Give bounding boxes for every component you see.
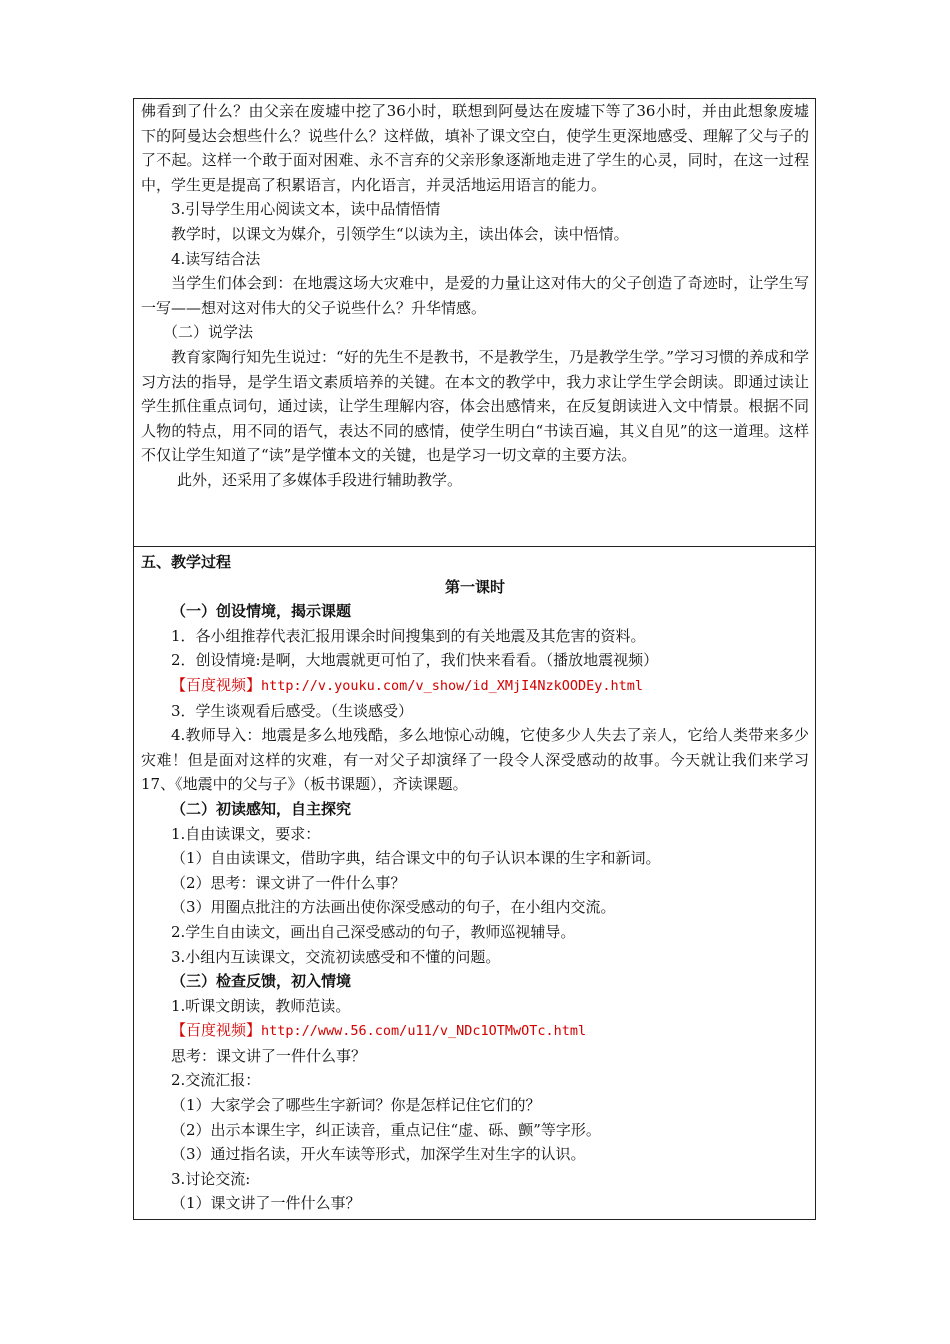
part2-heading: （二）初读感知，自主探究	[171, 799, 352, 818]
lesson-plan-table	[133, 98, 825, 1220]
part1-item2: 2．创设情境:是啊，大地震就更可怕了，我们快来看看。（播放地震视频）	[171, 651, 659, 670]
video-link-label: 【百度视频】	[171, 675, 262, 694]
lesson-title: 第一课时	[444, 577, 505, 596]
video-link-label: 【百度视频】	[171, 1021, 262, 1040]
multimedia-note: 此外，还采用了多媒体手段进行辅助教学。	[177, 470, 463, 489]
part3-sub2: （2）出示本课生字，纠正读音，重点记住“虚、砾、颤”等字形。	[171, 1120, 601, 1139]
part3-item1: 1.听课文朗读，教师范读。	[171, 996, 351, 1015]
part3-item3: 3.讨论交流:	[171, 1169, 251, 1188]
method-3-text: 教学时，以课文为媒介，引领学生“以读为主，读出体会，读中悟情。	[171, 224, 629, 243]
part1-heading: （一）创设情境，揭示课题	[171, 602, 352, 621]
method-4-text: 当学生们体会到：在地震这场大灾难中，是爱的力量让这对伟大的父子创造了奇迹时，让学生写一写——想对这对伟大的父子说些什么？升华情感。	[141, 274, 809, 317]
part3-heading: （三）检查反馈，初入情境	[171, 972, 352, 991]
method-4-heading: 4.读写结合法	[171, 249, 261, 268]
part3-item2: 2.交流汇报：	[171, 1071, 261, 1090]
part3-sub4: （1）课文讲了一件什么事？	[171, 1194, 361, 1213]
paragraph-continuation: 佛看到了什么？由父亲在废墟中挖了36小时，联想到阿曼达在废墟下等了36小时，并由此想象废墟下的阿曼达会想些什么？说些什么？这样做，填补了课文空白，使学生更深地感受、理解了父与子的了不起。这样一个敢于面对困难、永不言弃的父亲形象逐渐地走进了学生的心灵，同时，在这一过程中，学生更是提高了积累语言，内化语言，并灵活地运用语言的能力。	[141, 102, 809, 194]
section-title: 五、教学过程	[141, 553, 232, 571]
part3-sub3: （3）通过指名读，开火车读等形式，加深学生对生字的认识。	[171, 1145, 586, 1164]
part2-item1: 1.自由读课文，要求：	[171, 824, 321, 843]
part3-video-link[interactable]	[141, 1018, 809, 1044]
part2-sub3: （3）用圈点批注的方法画出使你深受感动的句子，在小组内交流。	[171, 898, 616, 917]
section4-cell	[134, 99, 816, 547]
part2-item3: 3.小组内互读课文，交流初读感受和不懂的问题。	[171, 947, 501, 966]
part1-video-link[interactable]	[141, 673, 809, 699]
part3-think: 思考：课文讲了一件什么事？	[171, 1046, 367, 1065]
study-method-text: 教育家陶行知先生说过：“好的先生不是教书，不是教学生，乃是教学生学。”学习习惯的养成和学习方法的指导，是学生语文素质培养的关键。在本文的教学中，我力求让学生学会朗读。即通过读让学生抓住重点词句，通过读，让学生理解内容，体会出感情来，在反复朗读进入文中情景。根据不同人物的特点，用不同的语气，表达不同的感情，使学生明白“书读百遍，其义自见”的这一道理。这样不仅让学生知道了“读”是学懂本文的关键，也是学习一切文章的主要方法。	[141, 347, 809, 465]
method-3-heading: 3.引导学生用心阅读文本，读中品情悟情	[171, 200, 441, 219]
section5-cell	[134, 547, 825, 1220]
part3-sub1: （1）大家学会了哪些生字新词？你是怎样记住它们的？	[171, 1096, 541, 1115]
part1-item4: 4.教师导入：地震是多么地残酷，多么地惊心动魄，它使多少人失去了亲人，它给人类带来多少灾难！但是面对这样的灾难，有一对父子却演绎了一段令人深受感动的故事。今天就让我们来学习 17、《地震中的父与子》（板书课题），齐读课题。	[141, 726, 825, 794]
part1-item1: 1．各小组推荐代表汇报用课余时间搜集到的有关地震及其危害的资料。	[171, 626, 646, 645]
part2-item2: 2.学生自由读文，画出自己深受感动的句子，教师巡视辅导。	[171, 922, 576, 941]
video-link-url[interactable]: http://www.56.com/u11/v_NDc1OTMwOTc.html	[261, 1023, 587, 1040]
study-method-heading: （二）说学法	[163, 323, 254, 342]
part2-sub2: （2）思考：课文讲了一件什么事？	[171, 873, 406, 892]
part2-sub1: （1）自由读课文，借助字典，结合课文中的句子认识本课的生字和新词。	[171, 849, 661, 868]
video-link-url[interactable]: http://v.youku.com/v_show/id_XMjI4NzkOODEy.html	[261, 677, 644, 694]
part1-item3: 3．学生谈观看后感受。（生谈感受）	[171, 701, 414, 720]
